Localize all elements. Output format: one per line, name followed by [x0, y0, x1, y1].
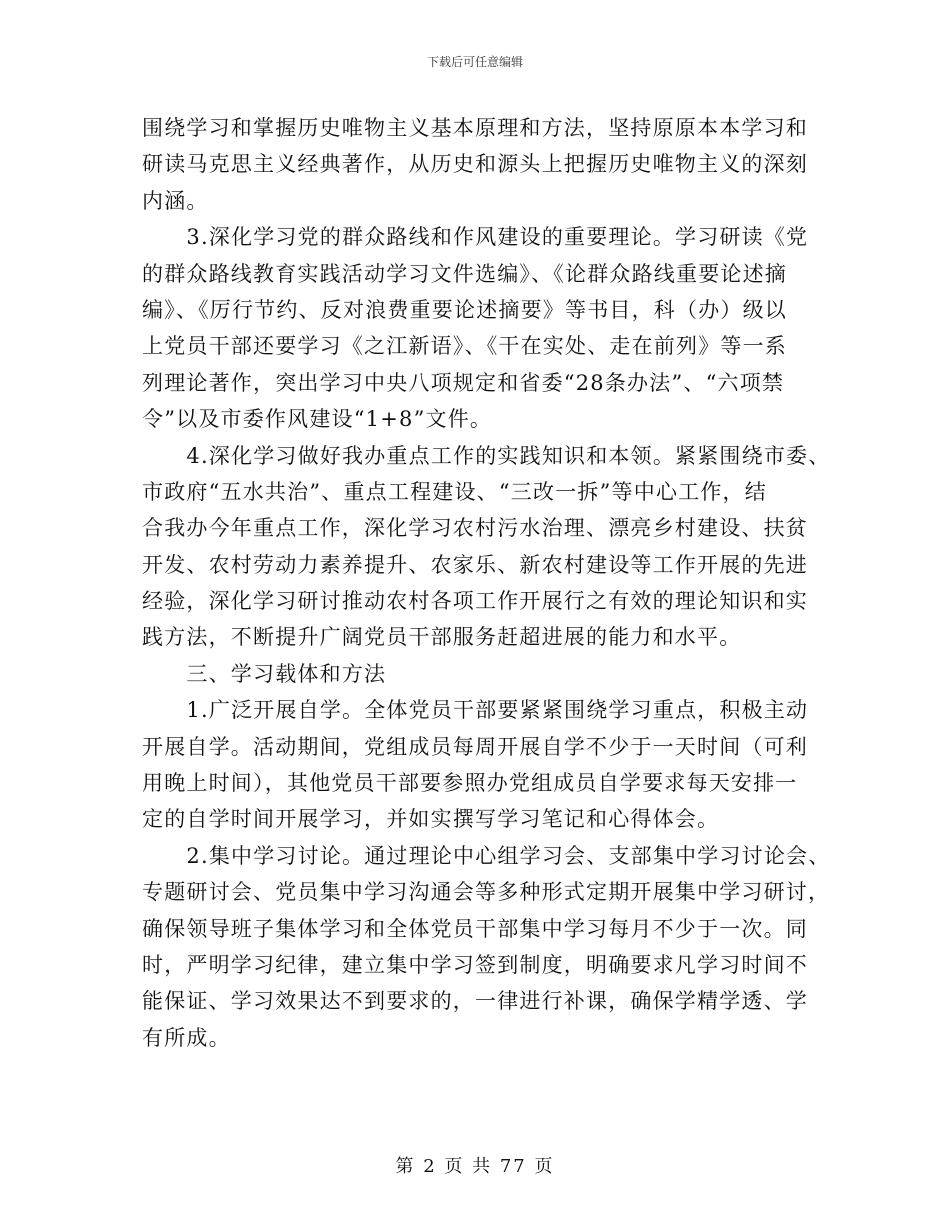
text-line: 用晚上时间），其他党员干部要参照办党组成员自学要求每天安排一 — [142, 771, 798, 796]
text-line: 2.集中学习讨论。通过理论中心组学习会、支部集中学习讨论会、 — [142, 843, 831, 868]
text-line: 有所成。 — [142, 1025, 231, 1050]
text-line: 研读马克思主义经典著作，从历史和源头上把握历史唯物主义的深刻 — [142, 152, 808, 177]
page-indicator: 第 2 页 共 77 页 — [395, 1156, 555, 1177]
text-line: 围绕学习和掌握历史唯物主义基本原理和方法，坚持原原本本学习和 — [142, 116, 808, 140]
text-line: 时，严明学习纪律，建立集中学习签到制度，明确要求凡学习时间不 — [142, 952, 808, 977]
text-line: 专题研讨会、党员集中学习沟通会等多种形式定期开展集中学习研讨， — [142, 880, 831, 905]
text-line: 令”以及市委作风建设“1+8”文件。 — [142, 407, 493, 432]
text-line: 市政府“五水共治”、重点工程建设、“三改一拆”等中心工作，结 — [142, 479, 767, 504]
text-line: 内涵。 — [142, 188, 209, 213]
text-line: 3.深化学习党的群众路线和作风建设的重要理论。学习研读《党 — [142, 225, 809, 250]
text-line: 践方法，不断提升广阔党员干部服务赶超进展的能力和水平。 — [142, 625, 742, 650]
document-body — [142, 110, 831, 1056]
text-line: 开展自学。活动期间，党组成员每周开展自学不少于一天时间（可利 — [142, 734, 808, 759]
text-line: 定的自学时间开展学习，并如实撰写学习笔记和心得体会。 — [142, 807, 720, 832]
section-heading: 三、学习载体和方法 — [142, 661, 387, 686]
text-line: 确保领导班子集体学习和全体党员干部集中学习每月不少于一次。同 — [142, 916, 808, 941]
text-line: 能保证、学习效果达不到要求的，一律进行补课，确保学精学透、学 — [142, 989, 808, 1014]
text-line: 4.深化学习做好我办重点工作的实践知识和本领。紧紧围绕市委、 — [142, 443, 831, 468]
text-line: 上党员干部还要学习《之江新语》、《干在实处、走在前列》等一系 — [142, 334, 787, 359]
text-line: 编》、《厉行节约、反对浪费重要论述摘要》等书目，科（办）级以 — [142, 297, 787, 322]
text-line: 合我办今年重点工作，深化学习农村污水治理、漂亮乡村建设、扶贫 — [142, 516, 808, 541]
text-line: 经验，深化学习研讨推动农村各项工作开展行之有效的理论知识和实 — [142, 589, 808, 614]
text-line: 列理论著作，突出学习中央八项规定和省委“28条办法”、“六项禁 — [142, 370, 785, 395]
text-line: 1.广泛开展自学。全体党员干部要紧紧围绕学习重点，积极主动 — [142, 698, 809, 723]
text-line: 开发、农村劳动力素养提升、农家乐、新农村建设等工作开展的先进 — [142, 552, 808, 577]
text-line: 的群众路线教育实践活动学习文件选编》、《论群众路线重要论述摘 — [142, 261, 787, 286]
header-note: 下载后可任意编辑 — [426, 55, 523, 69]
